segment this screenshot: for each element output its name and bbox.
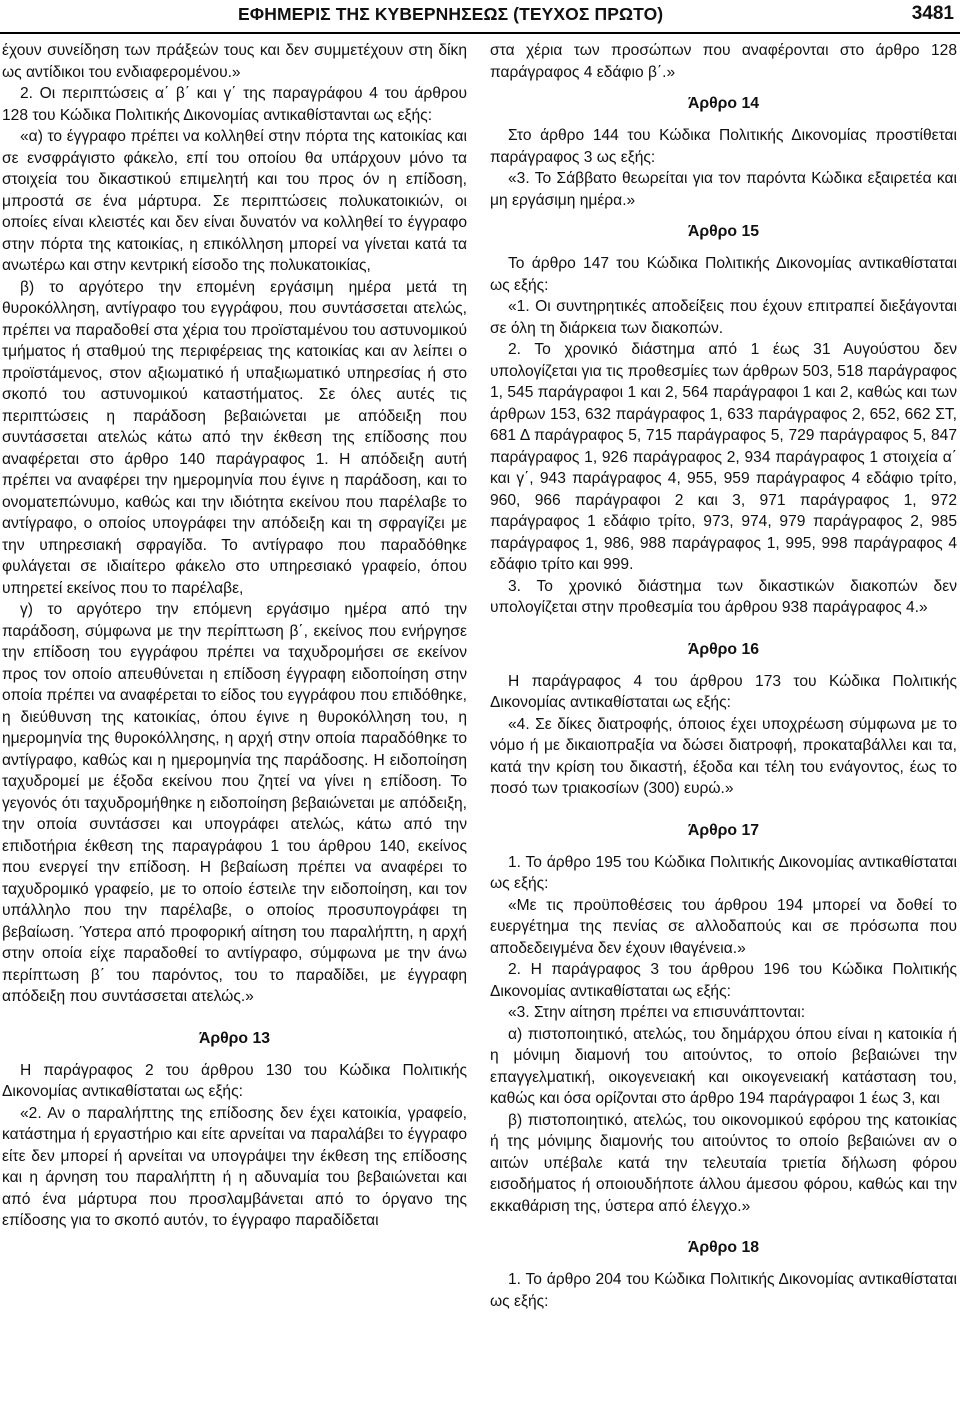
paragraph: 2. Η παράγραφος 3 του άρθρου 196 του Κώδικα Πολιτικής Δικονομίας αντικαθίσταται ως εξής: bbox=[490, 961, 957, 1000]
paragraph: 2. Το χρονικό διάστημα από 1 έως 31 Αυγούστου δεν υπολογίζεται για τις προθεσμίες των άρθρων 503, 518 παράγραφος 1, 545 παράγραφοι 1 και 2, 564 παράγραφοι 1 και 2, καθώς και των άρθρων 153, 632 παράγραφος 1, 633 παράγραφος 2, 652, 662 ΣΤ, 681 Δ παράγραφος 5, 715 παράγραφος 5, 729 παράγραφος 5, 847 παράγραφος 1, 926 παράγραφος 2, 934 παράγραφος 1 στοιχεία α΄ και γ΄, 943 παράγραφος 4, 955, 959 παράγραφος 4 εδάφιο τρίτο, 960, 966 παράγραφοι 2 και 3, 971 παράγραφος 1, 972 παράγραφος 1 εδάφιο τρίτο, 973, 974, 979 παράγραφος 2, 985 παράγραφος 1, 986, 988 παράγραφος 1, 995, 998 παράγραφος 4 εδάφιο τρίτο και 999. bbox=[490, 341, 957, 573]
paragraph: «Με τις προϋποθέσεις του άρθρου 194 μπορεί να δοθεί το ευεργέτημα της πενίας σε αλλοδαπούς και σε πρόσωπα που αποδεδειγμένα δεν έχουν ιθαγένεια.» bbox=[490, 896, 957, 957]
paragraph: «α) το έγγραφο πρέπει να κολληθεί στην πόρτα της κατοικίας και σε ενσφράγιστο φάκελο, επί του οποίου θα υπάρχουν μόνο τα στοιχεία του δικαστικού επιμελητή και του προς όν η επίδοση, μπροστά σε ένα μάρτυρα. Σε περιπτώσεις πολυκατοικιών, οι οποίες είναι κλειστές και δεν είναι δυνατόν να κολληθεί το έγγραφο στην πόρτα της κατοικίας, η επικόλληση μπορεί να γίνεται κατά τα ανωτέρω και στην κεντρική είσοδο της πολυκατοικίας, bbox=[2, 128, 467, 274]
left-column bbox=[2, 40, 467, 1232]
page-number: 3481 bbox=[911, 3, 954, 24]
paragraph: «3. Στην αίτηση πρέπει να επισυνάπτονται: bbox=[508, 1004, 806, 1021]
paragraph: Το άρθρο 147 του Κώδικα Πολιτικής Δικονομίας αντικαθίσταται ως εξής: bbox=[490, 255, 957, 294]
paragraph: «4. Σε δίκες διατροφής, όποιος έχει υποχρέωση σύμφωνα με το νόμο ή με δικαιοπραξία να δώσει διατροφή, προκαταβάλλει και τα, κατά την κρίση του δικαστή, έξοδα και τέλη του ενάγοντος, έως το ποσό των τριακοσίων (300) ευρώ.» bbox=[490, 715, 957, 797]
paragraph: 1. Το άρθρο 204 του Κώδικα Πολιτικής Δικονομίας αντικαθίσταται ως εξής: bbox=[490, 1271, 957, 1310]
article-heading: Άρθρο 18 bbox=[687, 1239, 760, 1256]
paragraph: έχουν συνείδηση των πράξεών τους και δεν συμμετέχουν στη δίκη ως αντίδικοι του ενδιαφερομένου.» bbox=[2, 42, 467, 81]
page-header bbox=[0, 0, 960, 34]
paragraph: 1. Το άρθρο 195 του Κώδικα Πολιτικής Δικονομίας αντικαθίσταται ως εξής: bbox=[490, 853, 957, 892]
article-heading: Άρθρο 13 bbox=[198, 1029, 271, 1047]
paragraph: στα χέρια των προσώπων που αναφέρονται στο άρθρο 128 παράγραφος 4 εδάφιο β΄.» bbox=[490, 42, 957, 81]
right-column bbox=[490, 40, 957, 1312]
article-heading: Άρθρο 14 bbox=[687, 95, 760, 112]
paragraph: Η παράγραφος 2 του άρθρου 130 του Κώδικα Πολιτικής Δικονομίας αντικαθίσταται ως εξής: bbox=[2, 1061, 467, 1100]
paragraph: α) πιστοποιητικό, ατελώς, του δημάρχου όπου είναι η κατοικία ή η μόνιμη διαμονή του αιτούντος, το οποίο βεβαιώνει την επαγγελματική, οικογενειακή και οικογενειακή κατάσταση του, καθώς και όσα ορίζονται στο άρθρο 194 παράγραφοι 1 έως 3, και bbox=[490, 1025, 957, 1107]
article-heading: Άρθρο 17 bbox=[687, 821, 760, 839]
paragraph: Στο άρθρο 144 του Κώδικα Πολιτικής Δικονομίας προστίθεται παράγραφος 3 ως εξής: bbox=[490, 127, 957, 166]
paragraph: «3. Το Σάββατο θεωρείται για τον παρόντα Κώδικα εξαιρετέα και μη εργάσιμη ημέρα.» bbox=[490, 170, 957, 209]
paragraph: 3. Το χρονικό διάστημα των δικαστικών διακοπών δεν υπολογίζεται στην προθεσμία του άρθρου 938 παράγραφος 4.» bbox=[490, 577, 957, 616]
paragraph: 2. Οι περιπτώσεις α΄ β΄ και γ΄ της παραγράφου 4 του άρθρου 128 του Κώδικα Πολιτικής Δικονομίας αντικαθίστανται ως εξής: bbox=[2, 85, 467, 124]
gazette-title: ΕΦΗΜΕΡΙΣ ΤΗΣ ΚΥΒΕΡΝΗΣΕΩΣ (ΤΕΥΧΟΣ ΠΡΩΤΟ) bbox=[238, 4, 664, 24]
article-heading: Άρθρο 16 bbox=[687, 640, 760, 658]
paragraph: β) πιστοποιητικό, ατελώς, του οικονομικού εφόρου της κατοικίας ή της μόνιμης διαμονής του αιτούντος το οποίο βεβαιώνει αν ο αιτών υπέβαλε κατά την τελευταία τριετία δήλωση φόρου εισοδήματος ή οποιουδήποτε άλλου άμεσου φόρου, καθώς και την εκκαθάριση της, ύστερα από έλεγχο.» bbox=[490, 1111, 957, 1215]
paragraph: «2. Αν ο παραλήπτης της επίδοσης δεν έχει κατοικία, γραφείο, κατάστημα ή εργαστήριο και είτε αρνείται να παραλάβει το έγγραφο είτε δεν μπορεί ή αρνείται να υπογράψει την έκθεση της επίδοσης και η άρνηση του παραλήπτη ή η αδυναμία του βεβαιώνεται και από ένα μάρτυρα που προσλαμβάνεται από το όργανο της επίδοσης για το σκοπό αυτόν, το έγγραφο παραδίδεται bbox=[2, 1104, 467, 1229]
paragraph: β) το αργότερο την επομένη εργάσιμη ημέρα μετά τη θυροκόλληση, αντίγραφο του εγγράφου, που συντάσσεται ατελώς, πρέπει να παραδοθεί στα χέρια του προϊσταμένου του αστυνομικού τμήματος ή σταθμού της περιφέρειας της κατοικίας και αν λείπει ο προϊστάμενος, στον αξιωματικό ή υπαξιωματικό υπηρεσίας ή στο σκοπό του αστυνομικού καταστήματος. Σε όλες αυτές τις περιπτώσεις η παράδοση βεβαιώνεται με απόδειξη που συντάσσεται ατελώς κάτω από την έκθεση της επίδοσης που αναφέρεται στο άρθρο 140 παράγραφος 1. Η απόδειξη αυτή πρέπει να αναφέρει την ημερομηνία που έγινε η παράδοση, και το ονοματεπώνυμο, καθώς και την ιδιότητα εκείνου που παρέλαβε το αντίγραφο, ο οποίος υπογράφει την απόδειξη και τη σφραγίζει με την υπηρεσιακή σφραγίδα. Το αντίγραφο που παραδόθηκε φυλάγεται σε ιδιαίτερο φάκελο στο υπηρεσιακό γραφείο, όπου υπηρετεί εκείνος που το παρέλαβε, bbox=[2, 278, 467, 597]
paragraph: «1. Οι συντηρητικές αποδείξεις που έχουν επιτραπεί διεξάγονται σε όλη τη διάρκεια των διακοπών. bbox=[490, 298, 957, 337]
paragraph: Η παράγραφος 4 του άρθρου 173 του Κώδικα Πολιτικής Δικονομίας αντικαθίσταται ως εξής: bbox=[490, 672, 957, 711]
article-heading: Άρθρο 15 bbox=[687, 223, 760, 240]
paragraph: γ) το αργότερο την επόμενη εργάσιμο ημέρα από την παράδοση, σύμφωνα με την περίπτωση β΄, εκείνος που ενήργησε την επίδοση του εγγράφου πρέπει να ταχυδρομήσει σε εκείνον προς τον οποίο απευθύνεται η επίδοση έγγραφη ειδοποίηση στην οποία πρέπει να αναφέρεται το είδος του εγγράφου που επιδόθηκε, η διεύθυνση της κατοικίας, όπου έγινε η θυροκόλληση του, η ημερομηνία της θυροκόλλησης, η αρχή στην οποία παραδόθηκε το αντίγραφο, καθώς και η ημερομηνία της παράδοσης. Η ειδοποίηση ταχυδρομεί με έξοδα εκείνου που ζητεί να γίνει η επίδοση. Το γεγονός ότι ταχυδρομήθηκε η ειδοποίηση βεβαιώνεται με απόδειξη, την οποία συντάσσει και υπογράφει ατελώς, κάτω από την επιδοτήρια έκθεση της παραγράφου 1 του άρθρου 140, εκείνος που ενεργεί την επίδοση. Η βεβαίωση πρέπει να αναφέρει το ταχυδρομικό γραφείο, με το οποίο έστειλε την ειδοποίηση, και τον υπάλληλο που την παρέλαβε, ο οποίος προσυπογράφει τη βεβαίωση. Ύστερα από προφορική αίτηση του παραλήπτη, η αρχή στην οποία είχε παραδοθεί το αντίγραφο, σύμφωνα με την άνω περίπτωση β΄ του παρόντος, του το παραδίδει, με έγγραφη απόδειξη που συντάσσεται ατελώς.» bbox=[2, 601, 467, 1005]
